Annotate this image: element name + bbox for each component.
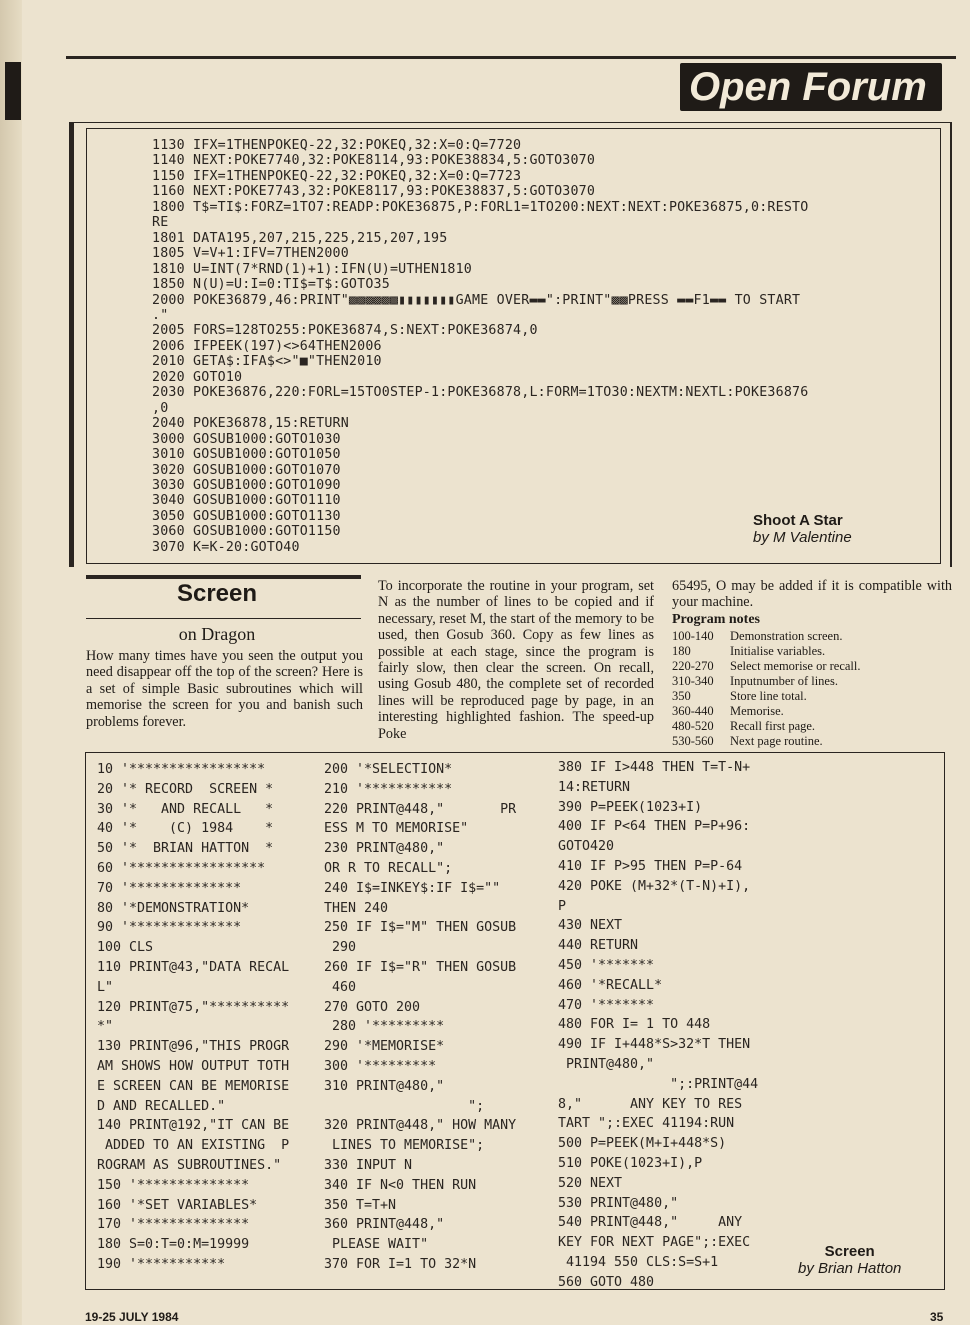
article-heading-rule xyxy=(86,575,361,579)
program-notes-heading: Program notes xyxy=(672,612,760,627)
article-column-3: 65495, O may be added if it is compatible with your machine. xyxy=(672,578,952,611)
program-notes-table xyxy=(672,629,861,749)
program-note-row xyxy=(672,689,861,704)
program-note-desc: Memorise. xyxy=(730,704,784,718)
program-note-row xyxy=(672,659,861,674)
program-note-desc: Store line total. xyxy=(730,689,807,703)
top-rule xyxy=(66,56,956,59)
article-heading-divider xyxy=(86,618,361,619)
listing1-code: 1130 IFX=1THENPOKEQ-22,32:POKEQ,32:X=0:Q=7720 1140 NEXT:POKE7740,32:POKE8114,93:POKE38834,5:GOTO3070 1150 IFX=1THENPOKEQ-22,32:POKEQ,32:X=0:Q=7723 1160 NEXT:POKE7743,32:POKE8117,93:POKE38837,5:GOTO3070 1800 T$=TI$:FORZ=1TO7:READP:POKE36875,P:FORL1=1TO200:NEXT:NEXT:POKE36875,0:RESTO RE 1801 DATA195,207,215,225,215,207,195 1805 V=V+1:IFV=7THEN2000 1810 U=INT(7*RND(1)+1):IFN(U)=UTHEN1810 1850 N(U)=U:I=0:TI$=T$:GOTO35 2000 POKE36879,46:PRINT"▩▩▩▩▩▩▮▮▮▮▮▮▮GAME OVER▬▬":PRINT"▩▩PRESS ▬▬F1▬▬ TO START ." 2005 FORS=128TO255:POKE36874,S:NEXT:POKE36874,0 2006 IFPEEK(197)<>64THEN2006 2010 GETA$:IFA$<>"■"THEN2010 2020 GOTO10 2030 POKE36876,220:FORL=15TO0STEP-1:POKE36878,L:FORM=1TO30:NEXTM:NEXTL:POKE36876 ,0 2040 POKE36878,15:RETURN 3000 GOSUB1000:GOTO1030 3010 GOSUB1000:GOTO1050 3020 GOSUB1000:GOTO1070 3030 GOSUB1000:GOTO1090 3040 GOSUB1000:GOTO1110 3050 GOSUB1000:GOTO1130 3060 GOSUB1000:GOTO1150 3070 K=K-20:GOTO40 xyxy=(152,138,809,555)
program-note-row xyxy=(672,674,861,689)
issue-date: 19-25 JULY 1984 xyxy=(85,1310,179,1324)
program-note-desc: Select memorise or recall. xyxy=(730,659,861,673)
program-note-desc: Demonstration screen. xyxy=(730,629,843,643)
page-number: 35 xyxy=(930,1310,944,1324)
program-note-range: 480-520 xyxy=(672,719,714,733)
page-gutter xyxy=(0,0,22,1325)
listing1-credit xyxy=(753,512,852,546)
article-column-2: To incorporate the routine in your program, set N as the number of lines to be copied and if necessary, reset M, the start of the memory to be used, then Gosub 360. Copy as few lines as possible at each stage, since the program is fairly slow, then clear the screen. On recall, using Gosub 480, the complete set of recorded lines will be reproduced page by page, in an interesting highlighted fashion. The speed-up Poke xyxy=(378,578,654,742)
program-note-row xyxy=(672,734,861,749)
program-note-range: 310-340 xyxy=(672,674,714,688)
program-note-range: 180 xyxy=(672,644,691,658)
listing1-title: Shoot A Star xyxy=(753,512,843,529)
program-note-desc: Next page routine. xyxy=(730,734,823,748)
section-banner xyxy=(680,63,942,111)
program-note-range: 220-270 xyxy=(672,659,714,673)
section-title: Open Forum xyxy=(689,65,927,109)
article-subtitle: on Dragon xyxy=(178,624,256,644)
program-note-desc: Inputnumber of lines. xyxy=(730,674,838,688)
program-note-desc: Initialise variables. xyxy=(730,644,826,658)
listing2-column-2: 200 '*SELECTION* 210 '*********** 220 PRINT@448," PR ESS M TO MEMORISE" 230 PRINT@480," OR R TO RECALL"; 240 I$=INKEY$:IF I$="" THEN 240 250 IF I$="M" THEN GOSUB 290 260 IF I$="R" THEN GOSUB 460 270 GOTO 200 280 '********* 290 '*MEMORISE* 300 '********* 310 PRINT@480," "; 320 PRINT@448," HOW MANY LINES TO MEMORISE"; 330 INPUT N 340 IF N<0 THEN RUN 350 T=T+N 360 PRINT@448," PLEASE WAIT" 370 FOR I=1 TO 32*N xyxy=(324,762,517,1272)
listing1-author: by M Valentine xyxy=(753,529,852,546)
program-note-range: 530-560 xyxy=(672,734,714,748)
article-column-1: How many times have you seen the output you need disappear off the top of the screen? Here is a set of simple Basic subroutines which will memorise the screen for you and banish such problems forever. xyxy=(86,648,363,730)
program-note-row xyxy=(672,629,861,644)
listing2-column-3: 380 IF I>448 THEN T=T-N+ 14:RETURN 390 P=PEEK(1023+I) 400 IF P<64 THEN P=P+96: GOTO420 410 IF P>95 THEN P=P-64 420 POKE (M+32*(T-N)+I), P 430 NEXT 440 RETURN 450 '******* 460 '*RECALL* 470 '******* 480 FOR I= 1 TO 448 490 IF I+448*S>32*T THEN PRINT@480," ";:PRINT@44 8," ANY KEY TO RES TART ";:EXEC 41194:RUN 500 P=PEEK(M+I+448*S) 510 POKE(1023+I),P 520 NEXT 530 PRINT@480," 540 PRINT@448," ANY KEY FOR NEXT PAGE";:EXEC 41194 550 CLS:S=S+1 560 GOTO 480 xyxy=(558,760,759,1290)
listing2-title: Screen xyxy=(824,1243,875,1260)
program-note-row xyxy=(672,719,861,734)
section-tab-marker xyxy=(5,62,21,120)
program-note-range: 350 xyxy=(672,689,691,703)
program-note-row xyxy=(672,644,861,659)
program-note-range: 100-140 xyxy=(672,629,714,643)
listing2-credit xyxy=(798,1243,901,1277)
listing2-column-1: 10 '***************** 20 '* RECORD SCREEN * 30 '* AND RECALL * 40 '* (C) 1984 * 50 '* BRIAN HATTON * 60 '***************** 70 '************** 80 '*DEMONSTRATION* 90 '************** 100 CLS 110 PRINT@43,"DATA RECAL L" 120 PRINT@75,"********** *" 130 PRINT@96,"THIS PROGR AM SHOWS HOW OUTPUT TOTH E SCREEN CAN BE MEMORISE D AND RECALLED." 140 PRINT@192,"IT CAN BE ADDED TO AN EXISTING P ROGRAM AS SUBROUTINES." 150 '************** 160 '*SET VARIABLES* 170 '************** 180 S=0:T=0:M=19999 190 '*********** xyxy=(97,762,290,1272)
program-note-range: 360-440 xyxy=(672,704,714,718)
program-note-desc: Recall first page. xyxy=(730,719,816,733)
article-title: Screen xyxy=(176,580,258,607)
program-note-row xyxy=(672,704,861,719)
listing2-author: by Brian Hatton xyxy=(798,1260,902,1277)
